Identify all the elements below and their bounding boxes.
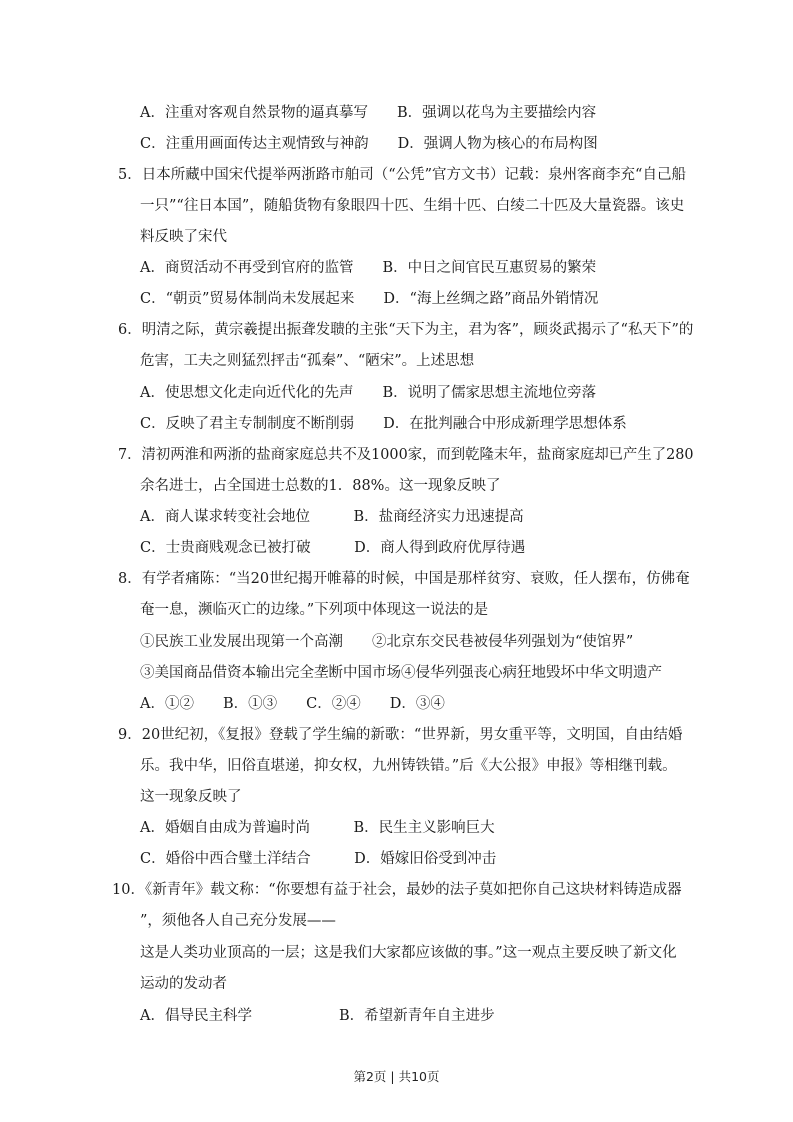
- q10-stem-line1: 10．《新青年》载文称：“你要想有益于社会，最妙的法子莫如把你自己这块材料铸造成器: [112, 882, 682, 898]
- q4-options-ab: A．注重对客观自然景物的逼真摹写 B．强调以花鸟为主要描绘内容: [140, 105, 597, 121]
- q5-options-ab: A．商贸活动不再受到官府的监管 B．中日之间官民互惠贸易的繁荣: [140, 260, 597, 276]
- q6-options-cd: C．反映了君主专制制度不断削弱 D．在批判融合中形成新理学思想体系: [140, 416, 627, 432]
- q5-stem-line3: 料反映了宋代: [140, 229, 227, 245]
- q8-statements-12: ①民族工业发展出现第一个高潮 ②北京东交民巷被侵华列强划为“使馆界”: [140, 634, 634, 650]
- q9-options-cd: C．婚俗中西合璧土洋结合 D．婚嫁旧俗受到冲击: [140, 851, 497, 867]
- q10-stem-line2: ”，须他各人自己充分发展——: [140, 913, 336, 929]
- q7-options-ab: A．商人谋求转变社会地位 B．盐商经济实力迅速提高: [140, 509, 524, 525]
- q8-options: A．①② B．①③ C．②④ D．③④: [140, 696, 445, 712]
- q9-stem-line2: 乐。我中华，旧俗直堪递，抑女权，九州铸铁错。”后《大公报》申报》等相继刊载。: [140, 758, 677, 774]
- q10-options-ab: A．倡导民主科学 B．希望新青年自主进步: [140, 1008, 495, 1024]
- q5-stem-line2: 一只”“往日本国”，随船货物有象眼四十匹、生绢十匹、白绫二十匹及大量瓷器。该史: [140, 198, 685, 214]
- q8-stem-line2: 奄一息，濒临灭亡的边缘。”下列项中体现这一说法的是: [140, 602, 489, 618]
- q9-stem-line1: 9．20世纪初，《复报》登载了学生编的新歌：“世界新，男女重平等，文明国，自由结婚: [118, 727, 683, 743]
- q7-stem-line1: 7．清初两淮和两浙的盐商家庭总共不及1000家，而到乾隆末年，盐商家庭却已产生了280: [118, 447, 694, 463]
- q4-options-cd: C．注重用画面传达主观情致与神韵 D．强调人物为核心的布局构图: [140, 136, 598, 152]
- q5-options-cd: C．“朝贡”贸易体制尚未发展起来 D．“海上丝绸之路”商品外销情况: [140, 291, 599, 307]
- q9-stem-line3: 这一现象反映了: [140, 789, 242, 805]
- q6-stem-line1: 6．明清之际，黄宗羲提出振聋发聩的主张“天下为主，君为客”，顾炎武揭示了“私天下”的: [118, 322, 694, 338]
- q5-stem-line1: 5．日本所藏中国宋代提举两浙路市舶司（“公凭”官方文书）记载：泉州客商李充“自己船: [118, 167, 686, 183]
- q6-stem-line2: 危害，工夫之则猛烈抨击“孤秦”、“陋宋”。上述思想: [140, 353, 475, 369]
- q7-stem-line2: 余名进士，占全国进士总数的1．88%。这一现象反映了: [140, 478, 501, 494]
- q8-statements-34: ③美国商品借资本输出完全垄断中国市场④侵华列强丧心病狂地毁坏中华文明遗产: [140, 665, 662, 681]
- q10-stem-line4: 运动的发动者: [140, 976, 227, 992]
- q6-options-ab: A．使思想文化走向近代化的先声 B．说明了儒家思想主流地位旁落: [140, 385, 597, 401]
- q10-stem-line3: 这是人类功业顶高的一层；这是我们大家都应该做的事。”这一观点主要反映了新文化: [140, 945, 677, 961]
- page-footer: 第2页 | 共10页: [353, 1069, 440, 1084]
- q8-stem-line1: 8．有学者痛陈：“当20世纪揭开帷幕的时候，中国是那样贫穷、衰败，任人摆布，仿佛奄: [118, 571, 690, 587]
- q7-options-cd: C．士贵商贱观念已被打破 D．商人得到政府优厚待遇: [140, 540, 526, 556]
- q9-options-ab: A．婚姻自由成为普遍时尚 B．民生主义影响巨大: [140, 820, 495, 836]
